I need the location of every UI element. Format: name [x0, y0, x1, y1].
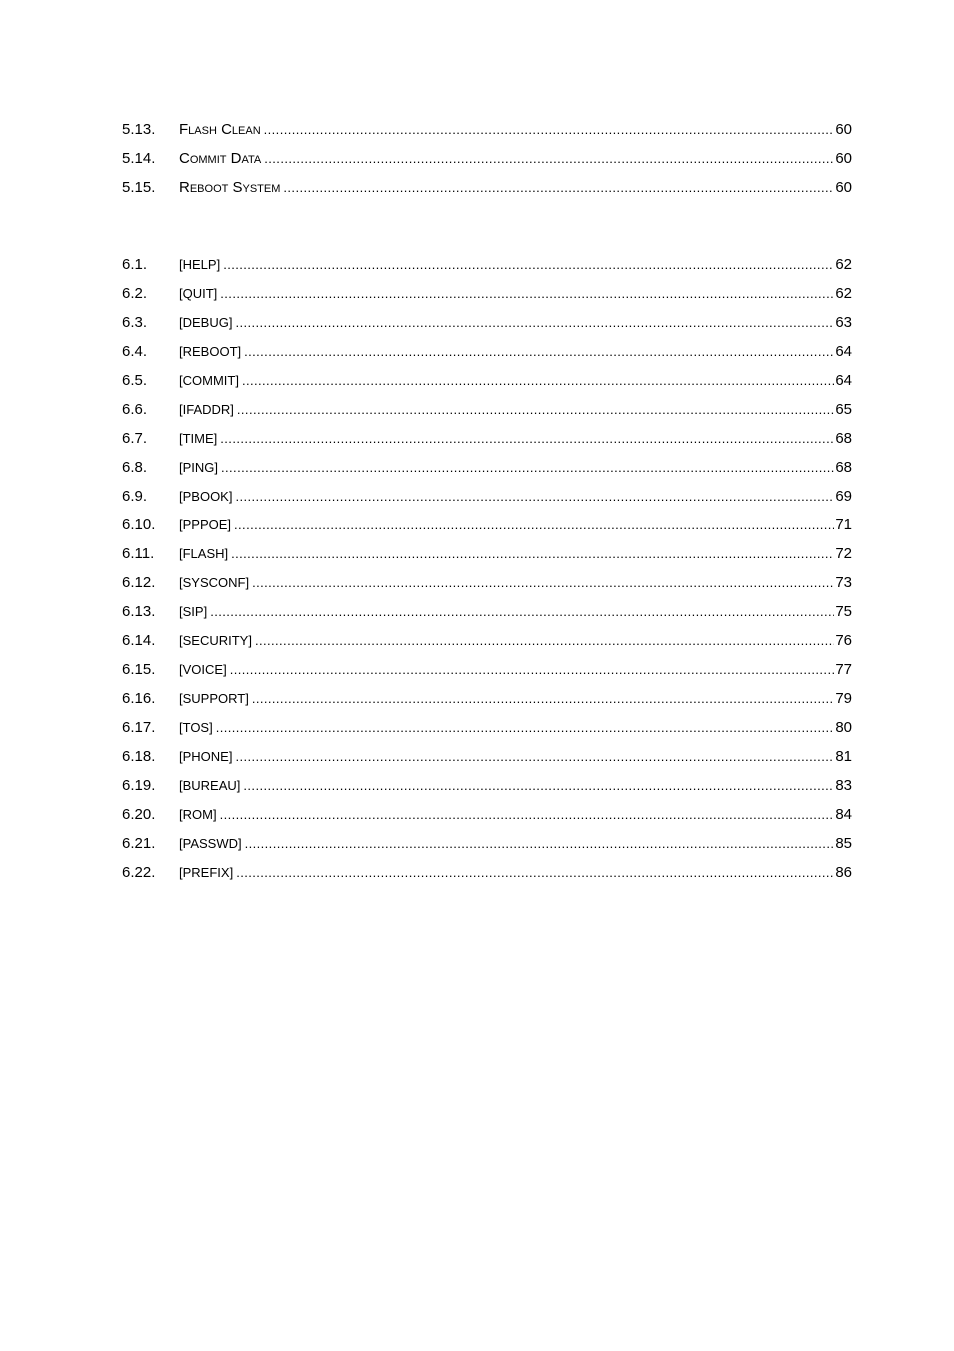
toc-dot-leader [223, 251, 834, 280]
toc-dot-leader [252, 569, 834, 598]
toc-entry[interactable] [122, 280, 852, 309]
toc-dot-leader [255, 627, 834, 656]
toc-entry-number: 6.19. [122, 776, 156, 794]
toc-dot-leader [237, 396, 834, 425]
toc-dot-leader [245, 830, 835, 859]
toc-entry[interactable] [122, 540, 852, 569]
toc-entry-title: [COMMIT] [179, 372, 239, 388]
toc-entry[interactable] [122, 714, 852, 743]
toc-entry-page: 63 [835, 313, 852, 331]
toc-dot-leader [242, 367, 834, 396]
toc-entry-title: [SYSCONF] [179, 575, 250, 591]
toc-entry-title: [SUPPORT] [179, 691, 249, 707]
toc-dot-leader [231, 540, 834, 569]
toc-entry-page: 69 [835, 487, 852, 505]
toc-entry-title: [BUREAU] [179, 777, 241, 793]
toc-dot-leader [220, 425, 834, 454]
toc-entry-page: 62 [835, 256, 852, 273]
toc-dot-leader [264, 145, 834, 174]
toc-entry-number: 5.14. [122, 149, 156, 167]
toc-entry[interactable] [122, 772, 852, 801]
toc-entry-title: [IFADDR] [179, 401, 234, 417]
toc-entry-title: Flash Clean [179, 121, 261, 138]
toc-dot-leader [283, 174, 834, 203]
toc-entry-page: 60 [835, 121, 852, 138]
toc-entry-number: 6.13. [122, 603, 156, 621]
toc-entry-title: Commit Data [179, 149, 262, 167]
toc-entry[interactable] [122, 830, 852, 859]
toc-entry-title: [DEBUG] [179, 314, 233, 330]
toc-dot-leader [220, 280, 834, 309]
toc-entry-number: 5.15. [122, 178, 156, 196]
toc-entry-title: [PING] [179, 459, 219, 475]
toc-entry[interactable] [122, 627, 852, 656]
toc-dot-leader [235, 309, 834, 338]
toc-entry-page: 77 [835, 661, 852, 679]
toc-dot-leader [235, 483, 834, 512]
toc-entry-number: 5.13. [122, 121, 156, 138]
toc-entry[interactable] [122, 454, 852, 483]
toc-entry[interactable] [122, 859, 852, 888]
toc-entry-title: [HELP] [179, 257, 221, 272]
toc-entry[interactable] [122, 309, 852, 338]
toc-entry[interactable] [122, 569, 852, 598]
toc-entry-number: 6.6. [122, 400, 148, 418]
toc-dot-leader [234, 511, 834, 540]
toc-entry-title: [VOICE] [179, 662, 227, 678]
toc-entry[interactable] [122, 425, 852, 454]
toc-entry-number: 6.18. [122, 747, 156, 765]
toc-entry-page: 68 [835, 429, 852, 447]
toc-section-5-list [122, 116, 852, 203]
toc-entry-page: 64 [835, 342, 852, 360]
toc-entry-number: 6.4. [122, 342, 148, 360]
toc-entry-number: 6.9. [122, 487, 148, 505]
toc-entry[interactable] [122, 251, 852, 280]
toc-entry[interactable] [122, 367, 852, 396]
toc-entry-number: 6.2. [122, 284, 148, 302]
toc-dot-leader [235, 743, 834, 772]
toc-entry-title: [REBOOT] [179, 343, 242, 359]
toc-entry-number: 6.7. [122, 429, 148, 447]
toc-dot-leader [264, 116, 835, 145]
toc-entry-page: 62 [835, 284, 852, 302]
toc-entry[interactable] [122, 145, 852, 174]
toc-dot-leader [236, 859, 834, 888]
toc-dot-leader [243, 772, 834, 801]
toc-entry-page: 86 [835, 863, 852, 881]
toc-entry-title: Reboot System [179, 178, 281, 196]
toc-entry-title: [PREFIX] [179, 864, 234, 880]
toc-entry-page: 72 [835, 545, 852, 563]
toc-entry-page: 79 [835, 690, 852, 708]
toc-section-6-list [122, 251, 852, 888]
toc-dot-leader [220, 801, 835, 830]
toc-entry-title: [ROM] [179, 806, 217, 822]
toc-entry[interactable] [122, 656, 852, 685]
toc-entry-page: 71 [835, 516, 852, 534]
toc-dot-leader [230, 656, 835, 685]
toc-entry-number: 6.21. [122, 834, 156, 852]
toc-entry-page: 75 [835, 603, 852, 621]
toc-entry-page: 64 [835, 371, 852, 389]
toc-entry[interactable] [122, 338, 852, 367]
toc-entry[interactable] [122, 801, 852, 830]
toc-entry-title: [PHONE] [179, 748, 233, 764]
toc-entry-page: 76 [835, 632, 852, 650]
toc-entry-title: [QUIT] [179, 285, 218, 301]
toc-dot-leader [252, 685, 834, 714]
toc-entry[interactable] [122, 116, 852, 145]
toc-dot-leader [221, 454, 834, 483]
toc-entry-title: [PASSWD] [179, 835, 242, 851]
toc-entry-page: 60 [835, 149, 852, 167]
toc-dot-leader [210, 598, 834, 627]
toc-entry-number: 6.10. [122, 516, 156, 534]
toc-entry-page: 80 [835, 719, 852, 736]
toc-entry-title: [TOS] [179, 720, 213, 735]
toc-entry-page: 83 [835, 776, 852, 794]
toc-dot-leader [216, 714, 835, 743]
toc-entry-number: 6.5. [122, 371, 148, 389]
toc-dot-leader [244, 338, 834, 367]
toc-entry-number: 6.16. [122, 690, 156, 708]
toc-entry-title: [SECURITY] [179, 633, 252, 649]
toc-entry-page: 81 [835, 747, 852, 765]
toc-entry-number: 6.1. [122, 256, 148, 273]
toc-entry-number: 6.8. [122, 458, 148, 476]
toc-entry-number: 6.22. [122, 863, 156, 881]
toc-entry-title: [PPPOE] [179, 517, 232, 533]
toc-entry-title: [PBOOK] [179, 488, 233, 504]
toc-entry-title: [FLASH] [179, 546, 229, 562]
toc-entry-number: 6.12. [122, 574, 156, 592]
toc-entry-number: 6.20. [122, 805, 156, 823]
toc-entry[interactable] [122, 685, 852, 714]
toc-entry-number: 6.17. [122, 719, 156, 736]
toc-entry-number: 6.11. [122, 545, 155, 563]
toc-entry[interactable] [122, 174, 852, 203]
toc-entry-page: 68 [835, 458, 852, 476]
toc-entry-page: 84 [835, 805, 852, 823]
toc-entry-page: 65 [835, 400, 852, 418]
toc-entry[interactable] [122, 483, 852, 512]
toc-entry-number: 6.15. [122, 661, 156, 679]
toc-entry[interactable] [122, 598, 852, 627]
toc-entry[interactable] [122, 511, 852, 540]
toc-entry-page: 73 [835, 574, 852, 592]
toc-entry-page: 60 [835, 178, 852, 196]
toc-entry-number: 6.3. [122, 313, 148, 331]
toc-entry[interactable] [122, 743, 852, 772]
toc-entry[interactable] [122, 396, 852, 425]
toc-entry-number: 6.14. [122, 632, 156, 650]
toc-entry-page: 85 [835, 834, 852, 852]
toc-entry-title: [TIME] [179, 430, 218, 446]
toc-entry-title: [SIP] [179, 604, 208, 620]
